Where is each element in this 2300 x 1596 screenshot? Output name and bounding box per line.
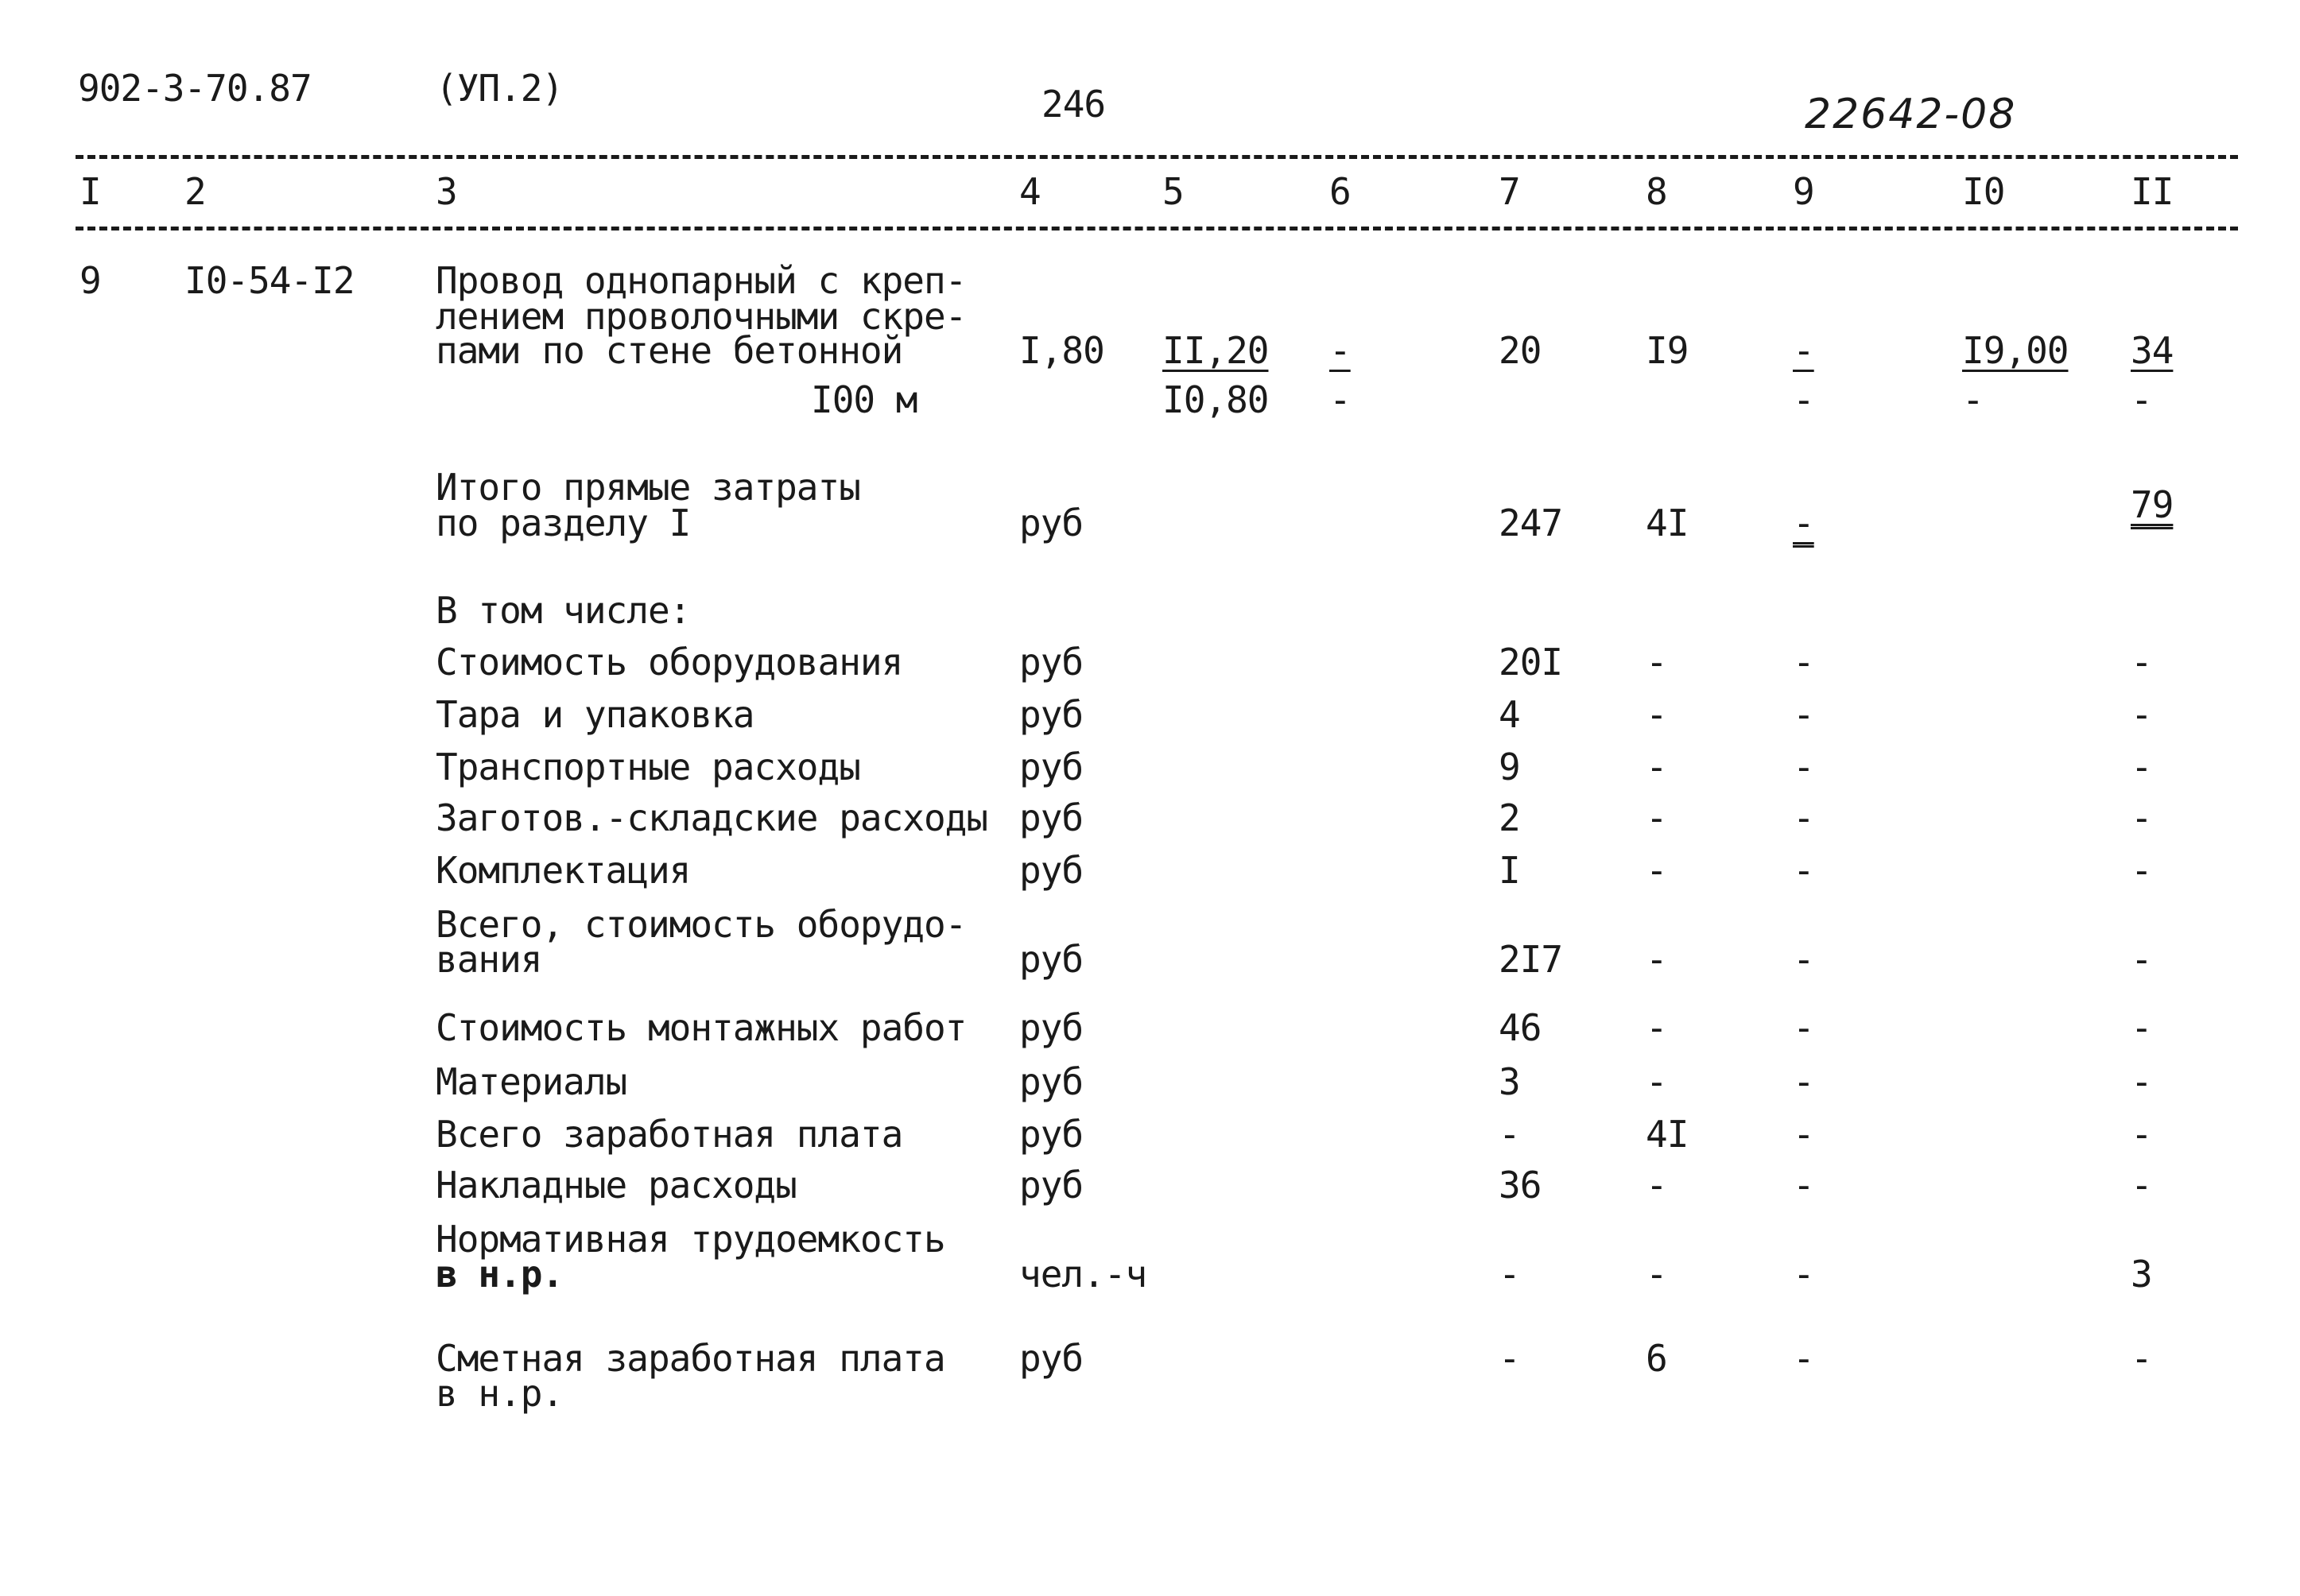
row-c9: - <box>1793 796 1814 839</box>
row-unit: руб <box>1019 938 1084 981</box>
row-c9: - <box>1793 1060 1814 1103</box>
item-c7: 20 <box>1499 329 1542 372</box>
col-header-8: 8 <box>1646 170 1667 213</box>
col-header-6: 6 <box>1329 170 1351 213</box>
item-desc-line2: лением проволочными скре- <box>436 295 967 338</box>
row-unit: руб <box>1019 641 1084 684</box>
header-rule-bottom <box>76 227 2238 230</box>
row-c11: - <box>2131 1060 2152 1103</box>
total-c8: 4I <box>1646 502 1689 544</box>
row-c9: - <box>1793 746 1814 788</box>
item-desc-line1: Провод однопарный с креп- <box>436 259 967 302</box>
item-c6-bottom: - <box>1329 378 1351 421</box>
row-c9: - <box>1793 693 1814 736</box>
item-c10-top: I9,00 <box>1962 329 2069 372</box>
row-c7: 2 <box>1499 796 1520 839</box>
row-c7: 46 <box>1499 1006 1542 1049</box>
row-unit: руб <box>1019 1006 1084 1049</box>
row-unit: руб <box>1019 796 1084 839</box>
row-c9: - <box>1793 849 1814 892</box>
row-unit: чел.-ч <box>1019 1253 1147 1296</box>
row-c11: - <box>2131 641 2152 684</box>
row-c11: - <box>2131 1113 2152 1156</box>
item-c6-top: - <box>1329 329 1351 372</box>
item-c5-bottom: I0,80 <box>1162 378 1269 421</box>
row-c7: 4 <box>1499 693 1520 736</box>
row-c8: - <box>1646 693 1667 736</box>
row-c8: - <box>1646 1164 1667 1207</box>
row-unit: руб <box>1019 849 1084 892</box>
row-unit: руб <box>1019 1060 1084 1103</box>
row-unit: руб <box>1019 693 1084 736</box>
row-unit: руб <box>1019 1337 1084 1380</box>
row-label: Стоимость монтажных работ <box>436 1006 967 1049</box>
row-c7: 3 <box>1499 1060 1520 1103</box>
row-c7: 36 <box>1499 1164 1542 1207</box>
row-unit: руб <box>1019 1164 1084 1207</box>
item-quantity: I,80 <box>1019 329 1104 372</box>
row-c11: - <box>2131 746 2152 788</box>
col-header-5: 5 <box>1162 170 1184 213</box>
col-header-3: 3 <box>436 170 457 213</box>
row-c11: - <box>2131 938 2152 981</box>
row-c7: - <box>1499 1113 1520 1156</box>
item-desc-line3: пами по стене бетонной <box>436 329 903 372</box>
total-c9: - <box>1793 502 1814 544</box>
item-c9-bottom: - <box>1793 378 1814 421</box>
row-c9: - <box>1793 1164 1814 1207</box>
total-label-line1: Итого прямые затраты <box>436 466 860 509</box>
item-c5-top: II,20 <box>1162 329 1269 372</box>
row-c11: - <box>2131 849 2152 892</box>
header-rule-top <box>76 155 2238 159</box>
item-number: 9 <box>80 259 101 302</box>
item-c8: I9 <box>1646 329 1689 372</box>
row-label: Комплектация <box>436 849 691 892</box>
including-label: В том числе: <box>436 589 691 632</box>
page-number: 246 <box>1041 83 1106 126</box>
item-c11-top: 34 <box>2131 329 2174 372</box>
row-c9: - <box>1793 1006 1814 1049</box>
col-header-11: II <box>2131 170 2174 213</box>
row-c9: - <box>1793 641 1814 684</box>
row-c7: 9 <box>1499 746 1520 788</box>
row-c7: 2I7 <box>1499 938 1563 981</box>
row-unit: руб <box>1019 746 1084 788</box>
row-c8: - <box>1646 746 1667 788</box>
row-label-cont: вания <box>436 938 542 981</box>
row-c7: - <box>1499 1337 1520 1380</box>
col-header-10: I0 <box>1962 170 2005 213</box>
row-c11: 3 <box>2131 1253 2152 1296</box>
row-c11: - <box>2131 796 2152 839</box>
row-label: Всего заработная плата <box>436 1113 903 1156</box>
row-c7: I <box>1499 849 1520 892</box>
total-unit: руб <box>1019 502 1084 544</box>
item-code: I0-54-I2 <box>184 259 355 302</box>
row-label: Стоимость оборудования <box>436 641 903 684</box>
col-header-4: 4 <box>1019 170 1041 213</box>
row-label: Сметная заработная плата <box>436 1337 945 1380</box>
row-c9: - <box>1793 1337 1814 1380</box>
inventory-stamp: 22642-08 <box>1805 91 2017 138</box>
row-c11: - <box>2131 693 2152 736</box>
item-c10-bottom: - <box>1962 378 1984 421</box>
item-c9-top: - <box>1793 329 1814 372</box>
document-code: 902-3-70.87 <box>78 67 312 110</box>
row-c11: - <box>2131 1006 2152 1049</box>
row-label: Заготов.-складские расходы <box>436 796 988 839</box>
col-header-7: 7 <box>1499 170 1520 213</box>
row-label-cont: в н.р. <box>436 1372 564 1415</box>
row-c8: 6 <box>1646 1337 1667 1380</box>
total-c11: 79 <box>2131 483 2174 526</box>
total-label-line2: по разделу I <box>436 502 691 544</box>
row-label: Транспортные расходы <box>436 746 860 788</box>
col-header-1: I <box>80 170 101 213</box>
row-c11: - <box>2131 1337 2152 1380</box>
row-c8: - <box>1646 849 1667 892</box>
row-label: Всего, стоимость оборудо- <box>436 903 967 946</box>
item-c11-bottom: - <box>2131 378 2152 421</box>
col-header-2: 2 <box>184 170 206 213</box>
row-label: Нормативная трудоемкость <box>436 1218 945 1261</box>
total-c7: 247 <box>1499 502 1563 544</box>
row-c8: - <box>1646 938 1667 981</box>
row-c7: - <box>1499 1253 1520 1296</box>
row-label: Накладные расходы <box>436 1164 797 1207</box>
row-c8: - <box>1646 796 1667 839</box>
row-c8: 4I <box>1646 1113 1689 1156</box>
row-c7: 20I <box>1499 641 1563 684</box>
row-label: Тара и упаковка <box>436 693 754 736</box>
row-c9: - <box>1793 1253 1814 1296</box>
row-c9: - <box>1793 1113 1814 1156</box>
row-c11: - <box>2131 1164 2152 1207</box>
album-ref: (УП.2) <box>436 67 564 110</box>
row-unit: руб <box>1019 1113 1084 1156</box>
row-c9: - <box>1793 938 1814 981</box>
row-c8: - <box>1646 1060 1667 1103</box>
row-label-cont: в н.р. <box>436 1253 564 1296</box>
row-c8: - <box>1646 1006 1667 1049</box>
row-label: Материалы <box>436 1060 627 1103</box>
col-header-9: 9 <box>1793 170 1814 213</box>
item-unit: I00 м <box>811 378 917 421</box>
row-c8: - <box>1646 1253 1667 1296</box>
row-c8: - <box>1646 641 1667 684</box>
